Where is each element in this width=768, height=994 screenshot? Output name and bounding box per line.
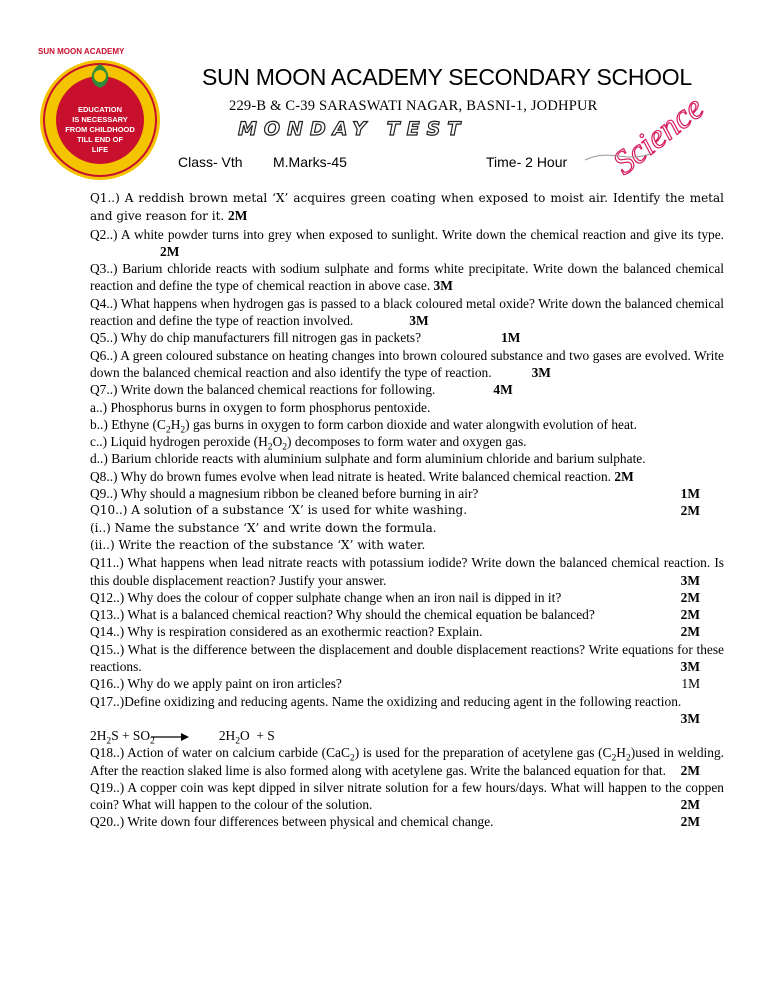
text-part: Q18..) Action of water on calcium carbide (CaC <box>90 745 350 761</box>
question-marks: 2M <box>228 208 248 224</box>
question-marks: 1M <box>681 676 700 692</box>
question-7b <box>90 416 724 436</box>
subscript: 2 <box>625 752 631 764</box>
text-part: )used in welding. After the reaction slaked lime is also formed along with acetylene gas. Write the balanced equation for that. <box>90 745 725 778</box>
subscript: 2 <box>349 752 355 764</box>
question-marks: 3M <box>680 659 700 675</box>
science-word-art <box>580 68 711 183</box>
equation-part: 2H <box>218 727 236 743</box>
school-logo <box>38 47 162 194</box>
question-9 <box>90 485 724 502</box>
school-address: 229-B & C-39 SARASWATI NAGAR, BASNI-1, JODHPUR <box>229 98 598 114</box>
question-marks: 4M <box>493 382 513 398</box>
question-marks: 1M <box>680 486 700 502</box>
question-marks: 2M <box>680 503 700 519</box>
subscript: 2 <box>106 735 112 747</box>
reaction-equation <box>90 727 724 747</box>
question-7d <box>90 450 724 467</box>
question-13 <box>90 606 724 623</box>
question-text: Q13..) What is a balanced chemical reaction? Why should the chemical equation be balanced? <box>90 607 595 623</box>
question-text: Q12..) Why does the colour of copper sulphate change when an iron nail is dipped in it? <box>90 589 562 605</box>
question-text: Q15..) What is the difference between the displacement and double displacement reactions? Write equations for these reactions. <box>90 641 724 675</box>
text-part: H <box>170 416 181 432</box>
question-10 <box>90 502 724 519</box>
question-12 <box>90 589 724 606</box>
question-text: Q19..) A copper coin was kept dipped in silver nitrate solution for a few hours/days. What will happen to the coppen coin? What will happen to the colour of the solution. <box>90 779 724 813</box>
question-text: Q7..) Write down the balanced chemical reactions for following. <box>90 382 436 398</box>
question-15 <box>90 641 724 676</box>
subscript: 2 <box>180 424 186 436</box>
subscript: 2 <box>235 735 240 747</box>
question-marks: 2M <box>680 762 700 778</box>
question-16 <box>90 675 724 692</box>
equation-part: 2H <box>90 727 107 743</box>
question-text: d..) Barium chloride reacts with aluminium sulphate and form aluminium chloride and barium sulphate. <box>90 451 646 467</box>
question-text: Q17..)Define oxidizing and reducing agents. Name the oxidizing and reducing agent in the following reaction. <box>90 693 682 709</box>
question-10i <box>90 520 724 537</box>
reaction-arrow-icon <box>151 732 189 742</box>
question-3 <box>90 260 724 295</box>
time-label: Time- 2 Hour <box>486 154 568 170</box>
question-marks: 2M <box>614 468 634 484</box>
text-part: O <box>272 434 283 450</box>
question-11 <box>90 554 724 589</box>
logo-line-3: FROM CHILDHOOD <box>65 125 135 134</box>
text-part: c..) Liquid hydrogen peroxide (H <box>90 434 268 450</box>
school-name: SUN MOON ACADEMY SECONDARY SCHOOL <box>202 64 692 90</box>
question-marks: 3M <box>680 710 700 726</box>
logo-line-5: LIFE <box>91 145 109 154</box>
question-marks: 3M <box>433 278 453 294</box>
logo-ring-text: SUN MOON ACADEMY <box>38 47 125 56</box>
question-19 <box>90 779 724 814</box>
class-label: Class- Vth <box>178 154 243 170</box>
question-14 <box>90 623 724 640</box>
text-part: ) decomposes to form water and oxygen gas. <box>287 434 527 450</box>
question-text: Q2..) A white powder turns into grey when exposed to sunlight. Write down the chemical reaction and give its type. <box>90 226 724 242</box>
max-marks-label: M.Marks-45 <box>273 154 347 170</box>
question-10ii <box>90 537 724 554</box>
question-marks: 3M <box>531 364 551 380</box>
question-7c <box>90 433 724 453</box>
question-text: Q9..) Why should a magnesium ribbon be cleaned before burning in air? <box>90 486 479 502</box>
question-list <box>90 190 724 831</box>
subscript: 2 <box>267 441 273 453</box>
test-title: MONDAY TEST <box>238 118 468 140</box>
question-text: Q10..) A solution of a substance ‘X’ is used for white washing. <box>90 503 468 518</box>
equation-part: S + SO <box>111 727 150 743</box>
text-part: ) gas burns in oxygen to form carbon dioxide and water alongwith evolution of heat. <box>185 416 637 432</box>
subscript: 2 <box>150 735 155 747</box>
question-6 <box>90 347 724 382</box>
question-2 <box>90 226 724 261</box>
question-text: Q16..) Why do we apply paint on iron articles? <box>90 676 342 692</box>
question-17 <box>90 693 724 726</box>
subscript: 2 <box>165 424 171 436</box>
question-text: Q5..) Why do chip manufacturers fill nitrogen gas in packets? <box>90 330 422 346</box>
question-marks: 2M <box>160 243 180 259</box>
question-marks: 2M <box>680 814 700 830</box>
science-word: Science <box>606 89 711 183</box>
logo-line-4: TILL END OF <box>76 135 124 144</box>
question-7 <box>90 381 724 398</box>
question-text: Q14..) Why is respiration considered as an exothermic reaction? Explain. <box>90 624 483 640</box>
question-text: Q6..) A green coloured substance on heating changes into brown coloured substance and two gases are evolved. Write down the balanced chemical reaction and also identify the type of reaction. <box>90 347 724 380</box>
question-text: Q3..) Barium chloride reacts with sodium sulphate and forms white precipitate. Write down the balanced chemical reaction and define the type of chemical reaction in above case. <box>90 261 724 294</box>
question-text: (ii..) Write the reaction of the substance ‘X’ with water. <box>90 537 426 552</box>
question-20 <box>90 813 724 830</box>
question-7a <box>90 399 724 416</box>
question-marks: 2M <box>680 624 700 640</box>
question-marks: 1M <box>501 330 521 346</box>
subscript: 2 <box>282 441 288 453</box>
question-marks: 3M <box>680 572 700 588</box>
subscript: 2 <box>611 752 617 764</box>
question-marks: 3M <box>409 313 429 329</box>
logo-line-1: EDUCATION <box>77 105 123 114</box>
equation-part: O + S <box>240 727 275 743</box>
question-5 <box>90 329 724 346</box>
question-4 <box>90 295 724 330</box>
question-marks: 2M <box>680 797 700 813</box>
text-part: ) is used for the preparation of acetylene gas (C <box>354 745 612 761</box>
logo-line-2: IS NECESSARY <box>72 115 128 124</box>
question-text: Q4..) What happens when hydrogen gas is passed to a black coloured metal oxide? Write down the balanced chemical reaction and define the type of reaction involved. <box>90 295 724 329</box>
question-marks: 2M <box>680 589 700 605</box>
question-text: Q20..) Write down four differences between physical and chemical change. <box>90 814 494 830</box>
question-text: (i..) Name the substance ‘X’ and write down the formula. <box>90 520 437 535</box>
question-1 <box>90 190 724 226</box>
question-marks: 2M <box>680 607 700 623</box>
question-text: a..) Phosphorus burns in oxygen to form phosphorus pentoxide. <box>90 399 431 415</box>
text-part: b..) Ethyne (C <box>90 416 166 432</box>
question-8 <box>90 468 724 485</box>
question-text: Q1..) A reddish brown metal ‘X’ acquires green coating when exposed to moist air. Identify the metal and give reason for it. <box>90 191 724 224</box>
text-part: H <box>616 745 626 761</box>
question-text: Q11..) What happens when lead nitrate reacts with potassium iodide? Write down the balanced chemical reaction. Is this double displacement reaction? Justify your answer. <box>90 555 724 588</box>
question-text: Q8..) Why do brown fumes evolve when lead nitrate is heated. Write balanced chemical reaction. <box>90 468 612 484</box>
question-18 <box>90 744 724 779</box>
